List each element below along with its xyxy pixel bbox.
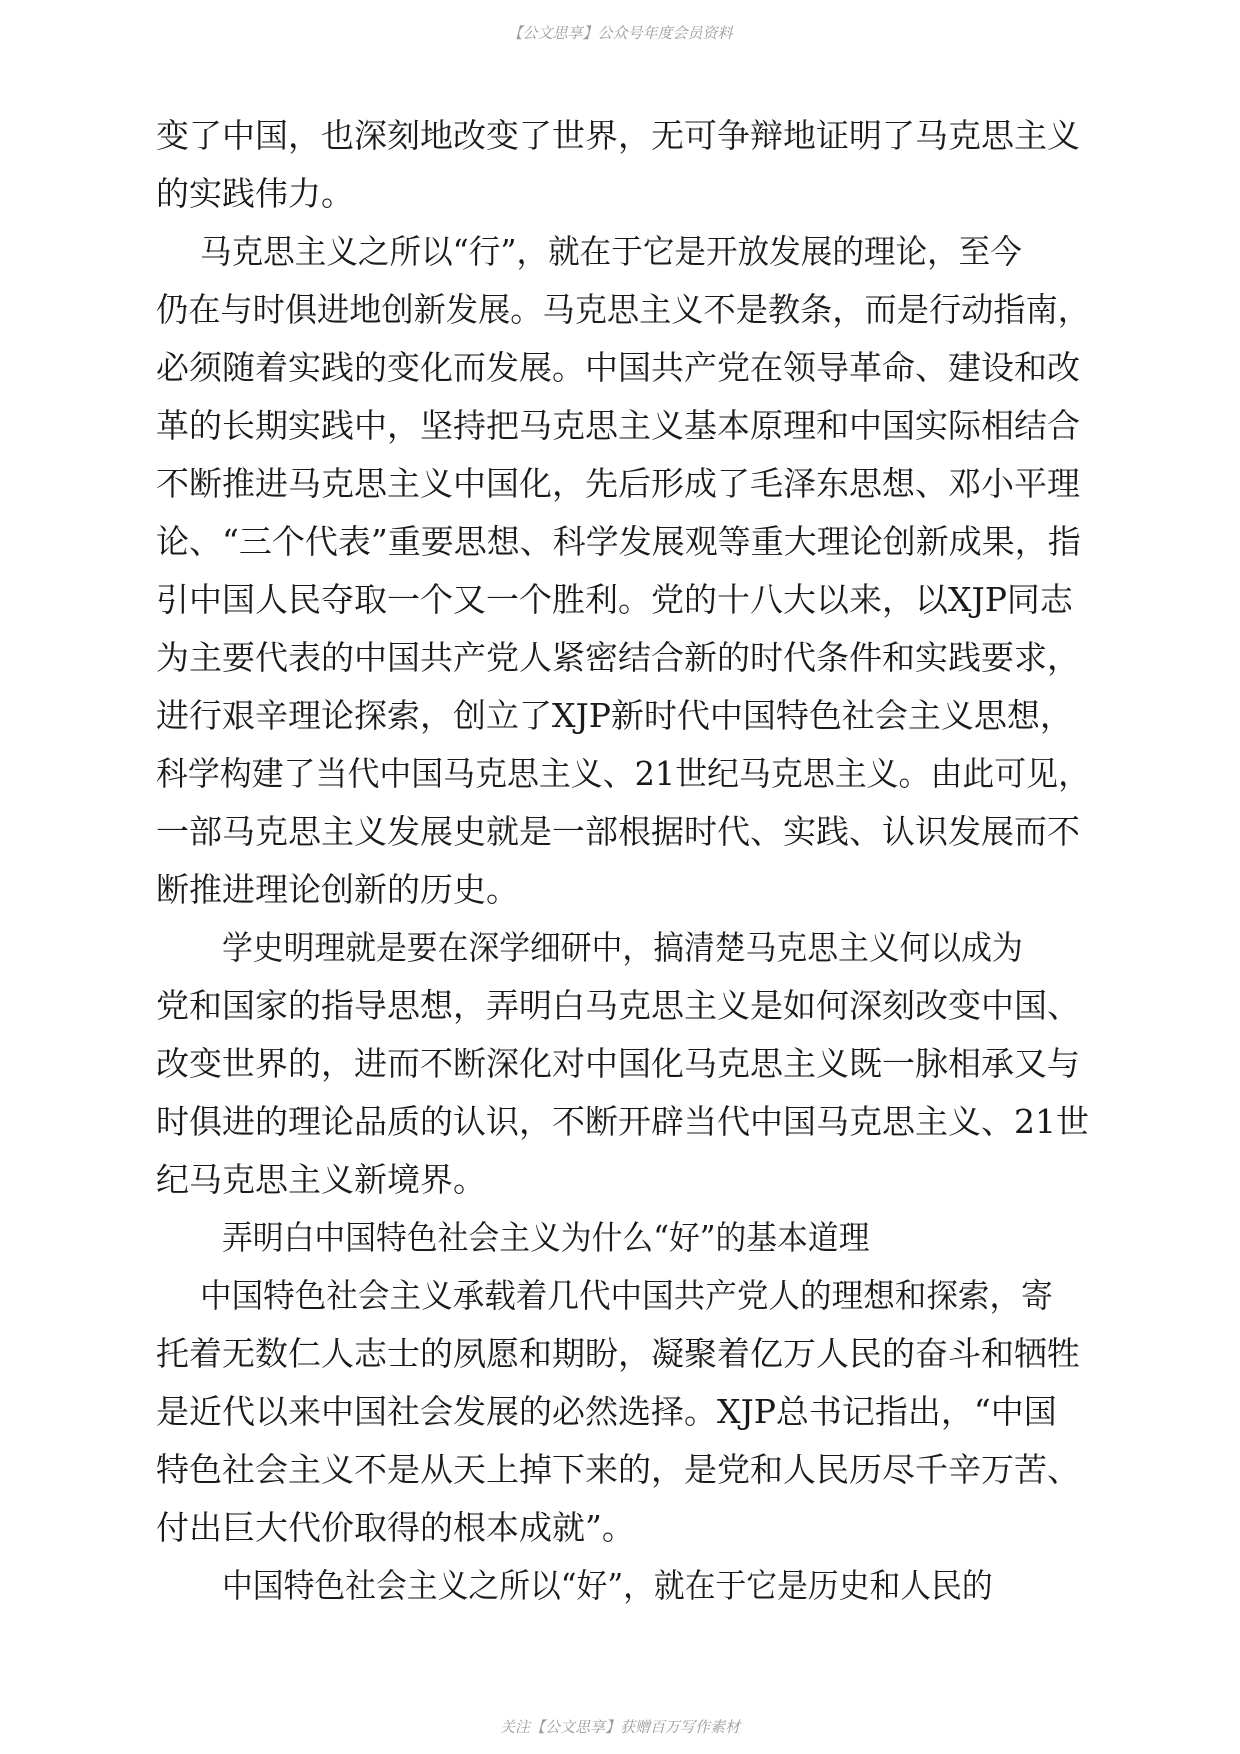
text-line: 党和国家的指导思想，弄明白马克思主义是如何深刻改变中国、: [156, 986, 1080, 1025]
text-line: 为主要代表的中国共产党人紧密结合新的时代条件和实践要求，: [156, 638, 1080, 677]
text-line: 时俱进的理论品质的认识，不断开辟当代中国马克思主义、21世: [156, 1102, 1089, 1141]
text-line: 学史明理就是要在深学细研中，搞清楚马克思主义何以成为: [222, 928, 1023, 967]
text-line: 论、“三个代表”重要思想、科学发展观等重大理论创新成果，指: [156, 522, 1081, 561]
text-line: 引中国人民夺取一个又一个胜利。党的十八大以来，以XJP同志: [156, 580, 1073, 619]
text-line: 仍在与时俱进地创新发展。马克思主义不是教条，而是行动指南，: [156, 290, 1090, 329]
text-line: 特色社会主义不是从天上掉下来的，是党和人民历尽千辛万苦、: [156, 1450, 1080, 1489]
text-line: 科学构建了当代中国马克思主义、21世纪马克思主义。由此可见，: [156, 754, 1090, 793]
page-footer: 关注【公文思享】获赠百万写作素材: [499, 1718, 740, 1736]
text-line: 的实践伟力。: [156, 174, 354, 213]
text-line: 必须随着实践的变化而发展。中国共产党在领导革命、建设和改: [156, 348, 1080, 387]
text-line: 革的长期实践中，坚持把马克思主义基本原理和中国实际相结合: [156, 406, 1080, 445]
text-line: 中国特色社会主义承载着几代中国共产党人的理想和探索，寄: [200, 1276, 1053, 1315]
text-line: 进行艰辛理论探索，创立了XJP新时代中国特色社会主义思想，: [156, 696, 1073, 735]
text-line: 不断推进马克思主义中国化，先后形成了毛泽东思想、邓小平理: [156, 464, 1080, 503]
text-line: 马克思主义之所以“行”，就在于它是开放发展的理论，至今: [200, 232, 1022, 271]
text-line: 一部马克思主义发展史就是一部根据时代、实践、认识发展而不: [156, 812, 1080, 851]
text-line: 托着无数仁人志士的夙愿和期盼，凝聚着亿万人民的奋斗和牺牲: [156, 1334, 1080, 1373]
text-line: 变了中国，也深刻地改变了世界，无可争辩地证明了马克思主义: [156, 116, 1080, 155]
text-line: 断推进理论创新的历史。: [156, 870, 519, 909]
text-line: 纪马克思主义新境界。: [156, 1160, 486, 1199]
text-line: 是近代以来中国社会发展的必然选择。XJP总书记指出，“中国: [156, 1392, 1057, 1431]
text-line: 中国特色社会主义之所以“好”，就在于它是历史和人民的: [222, 1566, 993, 1605]
page-header: 【公文思享】公众号年度会员资料: [507, 24, 733, 42]
section-heading: 弄明白中国特色社会主义为什么“好”的基本道理: [222, 1218, 870, 1257]
text-line: 付出巨大代价取得的根本成就”。: [156, 1508, 635, 1547]
text-line: 改变世界的，进而不断深化对中国化马克思主义既一脉相承又与: [156, 1044, 1080, 1083]
